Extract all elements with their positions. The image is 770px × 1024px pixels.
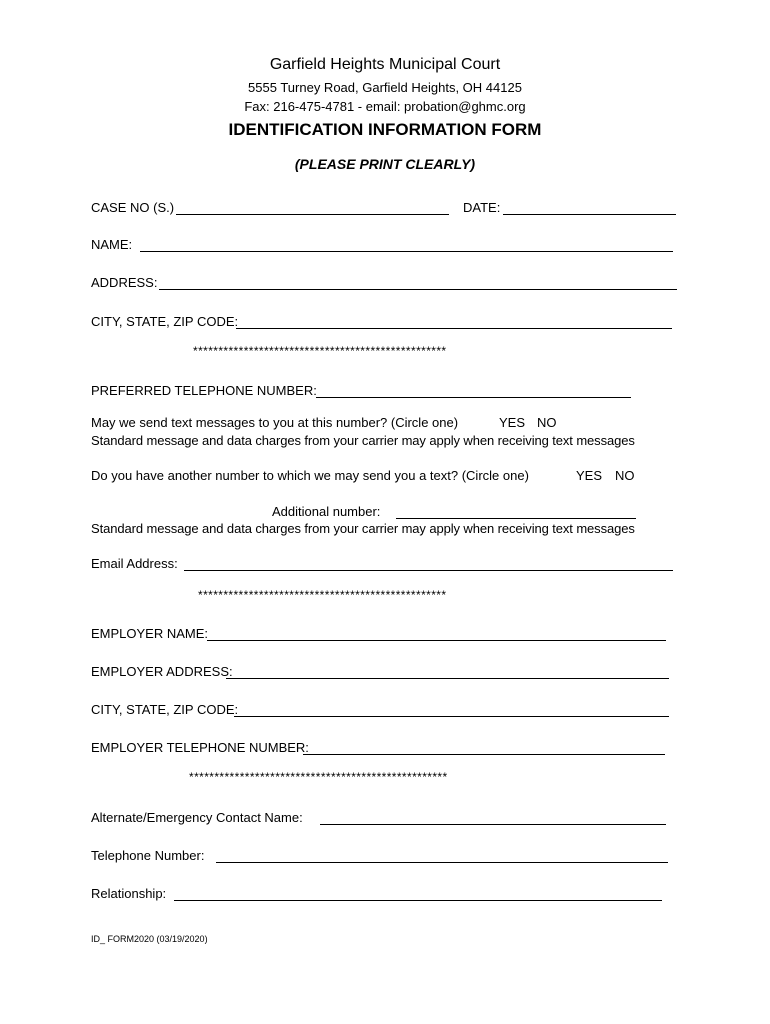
additional-number-line[interactable] bbox=[396, 518, 636, 519]
preferred-phone-line[interactable] bbox=[316, 397, 631, 398]
court-name: Garfield Heights Municipal Court bbox=[269, 56, 501, 73]
name-label: NAME: bbox=[91, 237, 133, 252]
address-label: ADDRESS: bbox=[91, 275, 158, 290]
charges-note-2: Standard message and data charges from your carrier may apply when receiving text messages bbox=[91, 521, 635, 536]
text-permission-yes[interactable]: YES bbox=[499, 415, 526, 430]
text-permission-no[interactable]: NO bbox=[537, 415, 557, 430]
court-contact: Fax: 216-475-4781 - email: probation@ghmc.org bbox=[244, 99, 526, 114]
employer-city-line[interactable] bbox=[234, 716, 669, 717]
city-state-zip-line[interactable] bbox=[236, 328, 672, 329]
employer-city-label: CITY, STATE, ZIP CODE: bbox=[91, 702, 239, 717]
separator-3: *************************************************** bbox=[189, 770, 448, 784]
employer-name-label: EMPLOYER NAME: bbox=[91, 626, 209, 641]
employer-address-label: EMPLOYER ADDRESS: bbox=[91, 664, 233, 679]
separator-1: ************************************************** bbox=[193, 344, 447, 358]
email-line[interactable] bbox=[184, 570, 673, 571]
emergency-contact-line[interactable] bbox=[320, 824, 666, 825]
another-number-yes[interactable]: YES bbox=[576, 468, 603, 483]
case-no-label: CASE NO (S.) bbox=[91, 200, 175, 215]
date-label: DATE: bbox=[463, 200, 501, 215]
telephone-line[interactable] bbox=[216, 862, 668, 863]
date-line[interactable] bbox=[503, 214, 676, 215]
another-number-no[interactable]: NO bbox=[615, 468, 635, 483]
text-permission-question: May we send text messages to you at this number? (Circle one) bbox=[91, 415, 459, 430]
additional-number-label: Additional number: bbox=[272, 504, 381, 519]
employer-phone-line[interactable] bbox=[303, 754, 665, 755]
name-line[interactable] bbox=[140, 251, 673, 252]
charges-note-1: Standard message and data charges from your carrier may apply when receiving text messages bbox=[91, 433, 635, 448]
employer-address-line[interactable] bbox=[226, 678, 669, 679]
court-address: 5555 Turney Road, Garfield Heights, OH 44125 bbox=[248, 80, 522, 95]
case-no-line[interactable] bbox=[176, 214, 449, 215]
relationship-line[interactable] bbox=[174, 900, 662, 901]
telephone-label: Telephone Number: bbox=[91, 848, 205, 863]
another-number-question: Do you have another number to which we may send you a text? (Circle one) bbox=[91, 468, 529, 483]
separator-2: ************************************************* bbox=[198, 588, 447, 602]
relationship-label: Relationship: bbox=[91, 886, 167, 901]
employer-phone-label: EMPLOYER TELEPHONE NUMBER: bbox=[91, 740, 309, 755]
email-label: Email Address: bbox=[91, 556, 178, 571]
form-footer-id: ID_ FORM2020 (03/19/2020) bbox=[91, 934, 208, 944]
employer-name-line[interactable] bbox=[207, 640, 666, 641]
city-state-zip-label: CITY, STATE, ZIP CODE: bbox=[91, 314, 239, 329]
preferred-phone-label: PREFERRED TELEPHONE NUMBER: bbox=[91, 383, 317, 398]
emergency-contact-label: Alternate/Emergency Contact Name: bbox=[91, 810, 303, 825]
form-title: IDENTIFICATION INFORMATION FORM bbox=[228, 120, 542, 139]
address-line[interactable] bbox=[159, 289, 677, 290]
form-instruction: (PLEASE PRINT CLEARLY) bbox=[294, 156, 476, 172]
